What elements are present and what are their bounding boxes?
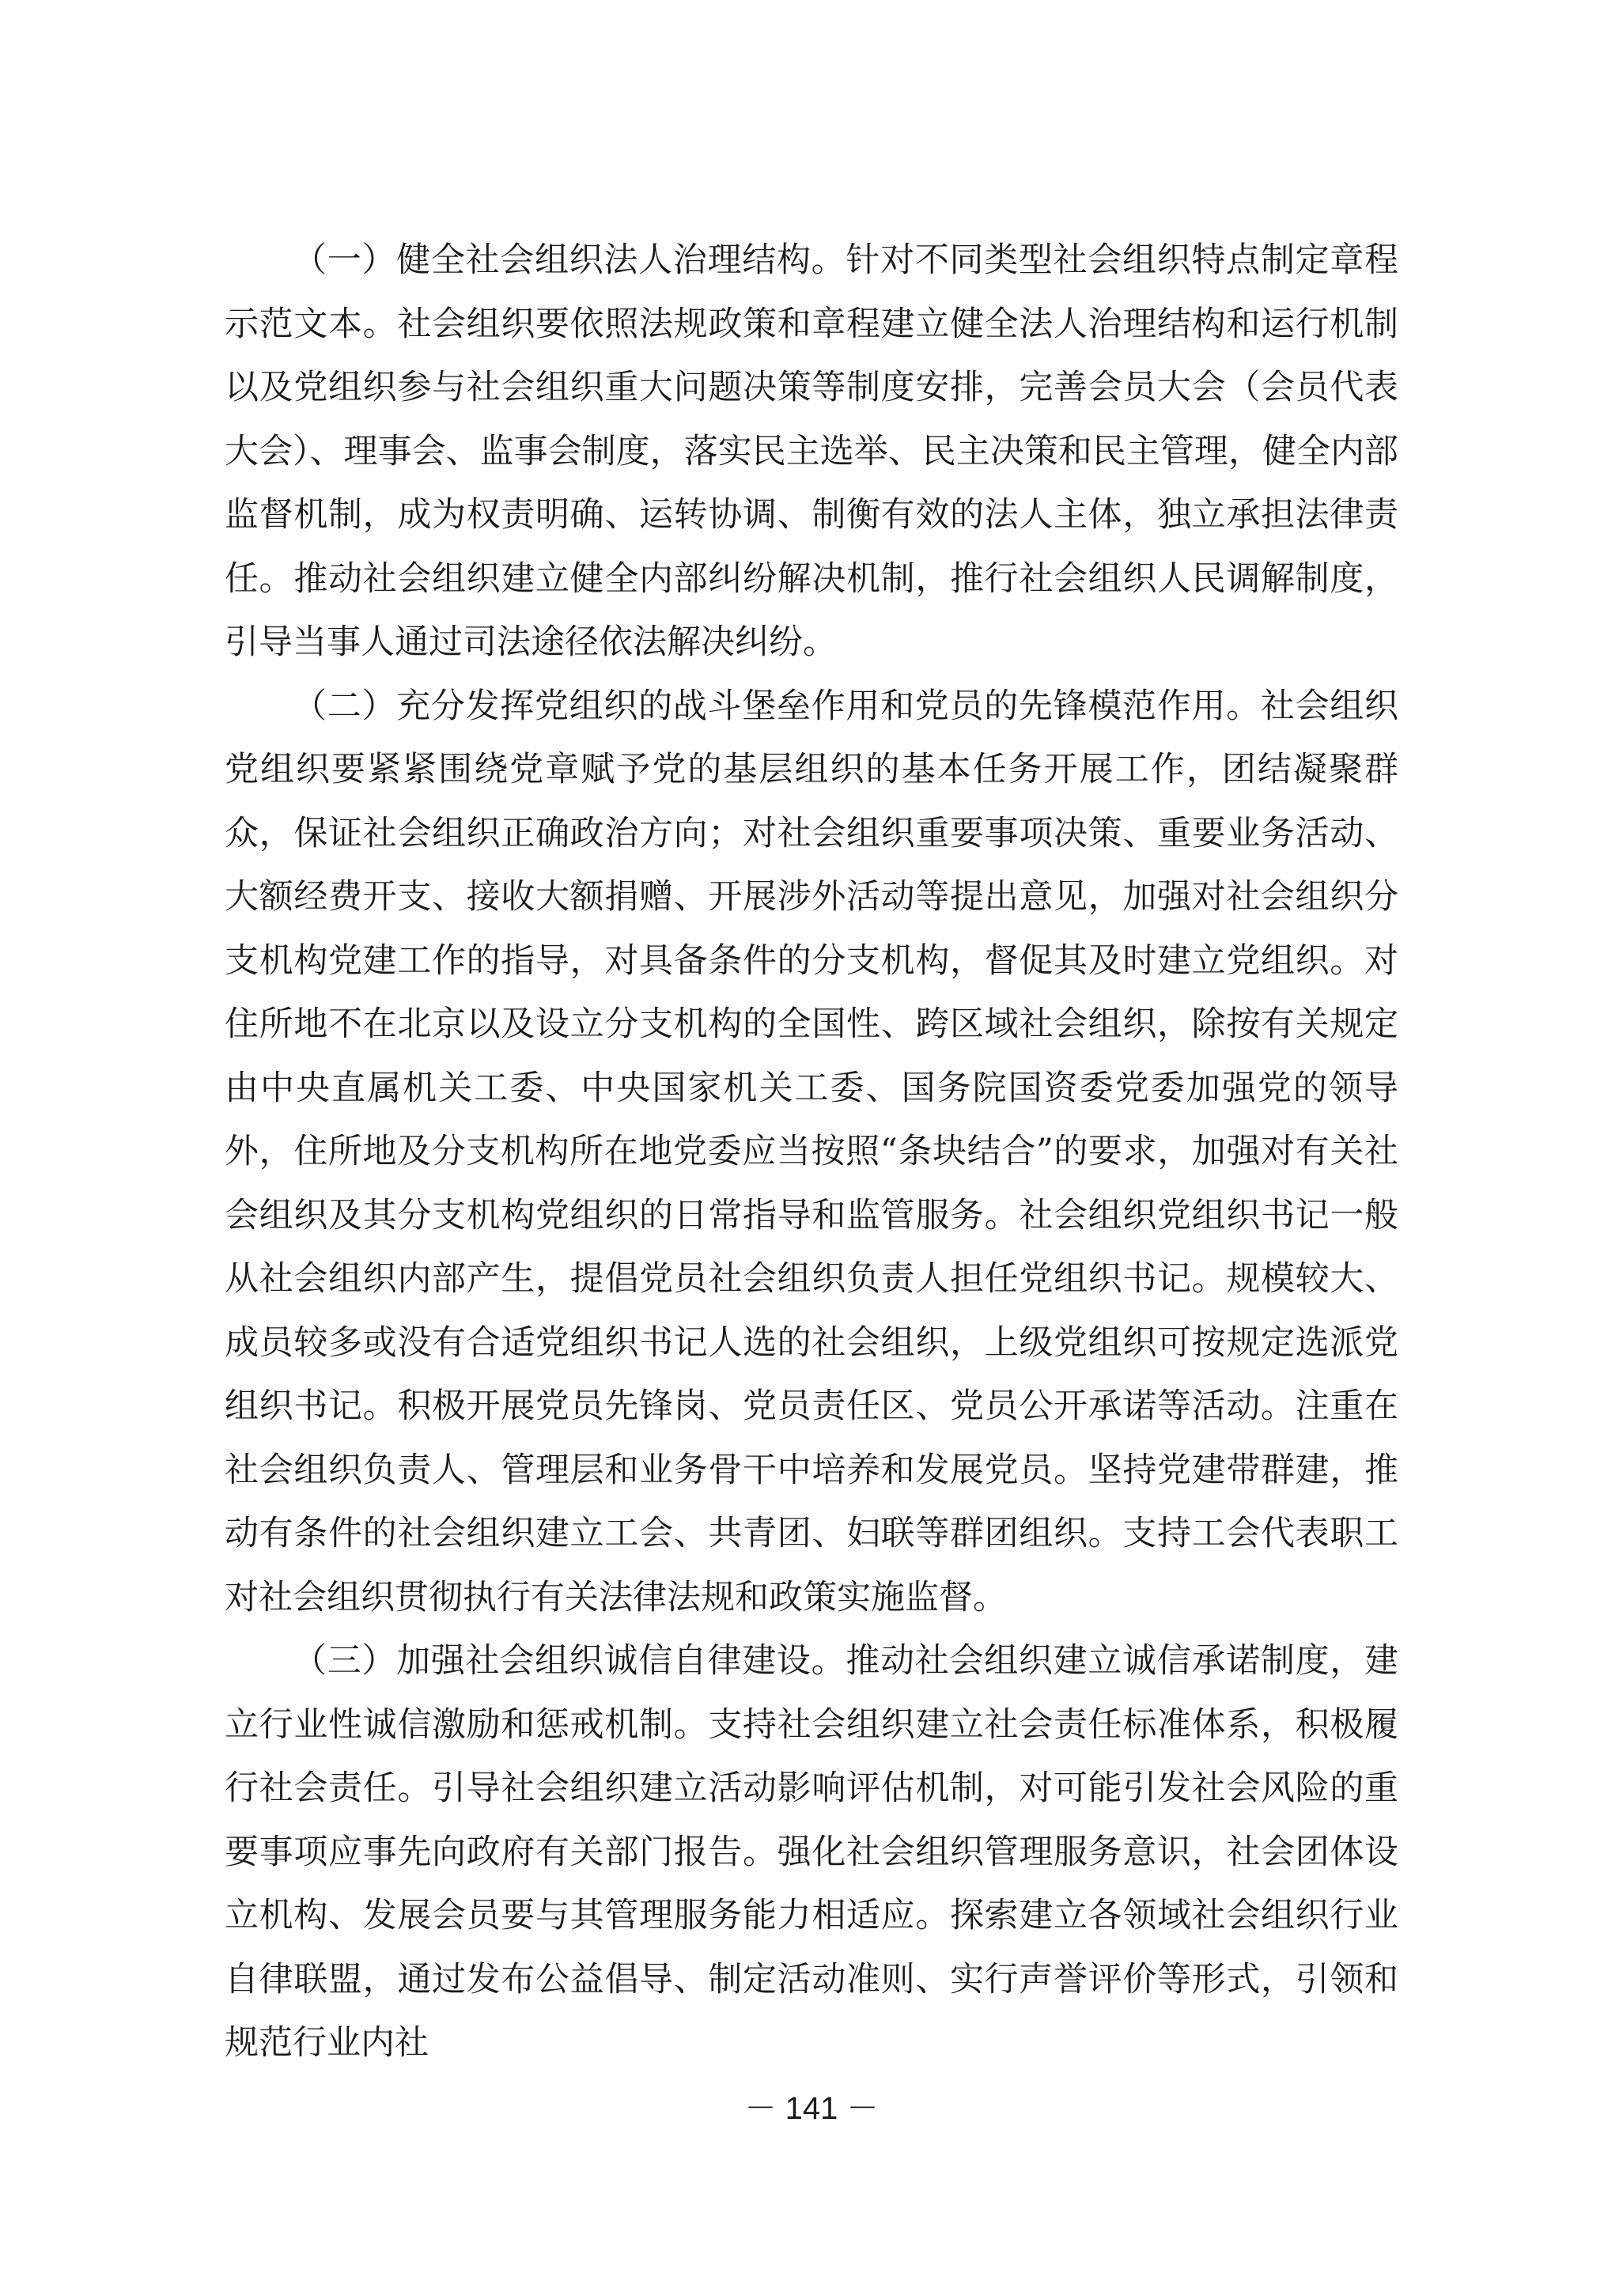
page-number: － 141 － [744, 2091, 879, 2126]
paragraph-party-organization: （二）充分发挥党组织的战斗堡垒作用和党员的先锋模范作用。社会组织党组织要紧紧围绕党章赋予党的基层组织的基本任务开展工作，团结凝聚群众，保证社会组织正确政治方向；对社会组织重要事项决策、重要业务活动、大额经费开支、接收大额捐赠、开展涉外活动等提出意见，加强对社会组织分支机构党建工作的指导，对具备条件的分支机构，督促其及时建立党组织。对住所地不在北京以及设立分支机构的全国性、跨区域社会组织，除按有关规定由中央直属机关工委、中央国家机关工委、国务院国资委党委加强党的领导外，住所地及分支机构所在地党委应当按照“条块结合”的要求，加强对有关社会组织及其分支机构党组织的日常指导和监管服务。社会组织党组织书记一般从社会组织内部产生，提倡党员社会组织负责人担任党组织书记。规模较大、成员较多或没有合适党组织书记人选的社会组织，上级党组织可按规定选派党组织书记。积极开展党员先锋岗、党员责任区、党员公开承诺等活动。注重在社会组织负责人、管理层和业务骨干中培养和发展党员。坚持党建带群建，推动有条件的社会组织建立工会、共青团、妇联等群团组织。支持工会代表职工对社会组织贯彻执行有关法律法规和政策实施监督。 [225, 686, 1398, 1617]
body-text [225, 229, 1398, 2075]
paragraph-integrity-self-discipline: （三）加强社会组织诚信自律建设。推动社会组织建立诚信承诺制度，建立行业性诚信激励和惩戒机制。支持社会组织建立社会责任标准体系，积极履行社会责任。引导社会组织建立活动影响评估机制，对可能引发社会风险的重要事项应事先向政府有关部门报告。强化社会组织管理服务意识，社会团体设立机构、发展会员要与其管理服务能力相适应。探索建立各领域社会组织行业自律联盟，通过发布公益倡导、制定活动准则、实行声誉评价等形式，引领和规范行业内社 [225, 1641, 1398, 2063]
paragraph-governance-structure: （一）健全社会组织法人治理结构。针对不同类型社会组织特点制定章程示范文本。社会组织要依照法规政策和章程建立健全法人治理结构和运行机制以及党组织参与社会组织重大问题决策等制度安排，完善会员大会（会员代表大会）、理事会、监事会制度，落实民主选举、民主决策和民主管理，健全内部监督机制，成为权责明确、运转协调、制衡有效的法人主体，独立承担法律责任。推动社会组织建立健全内部纠纷解决机制，推行社会组织人民调解制度，引导当事人通过司法途径依法解决纠纷。 [225, 240, 1398, 662]
